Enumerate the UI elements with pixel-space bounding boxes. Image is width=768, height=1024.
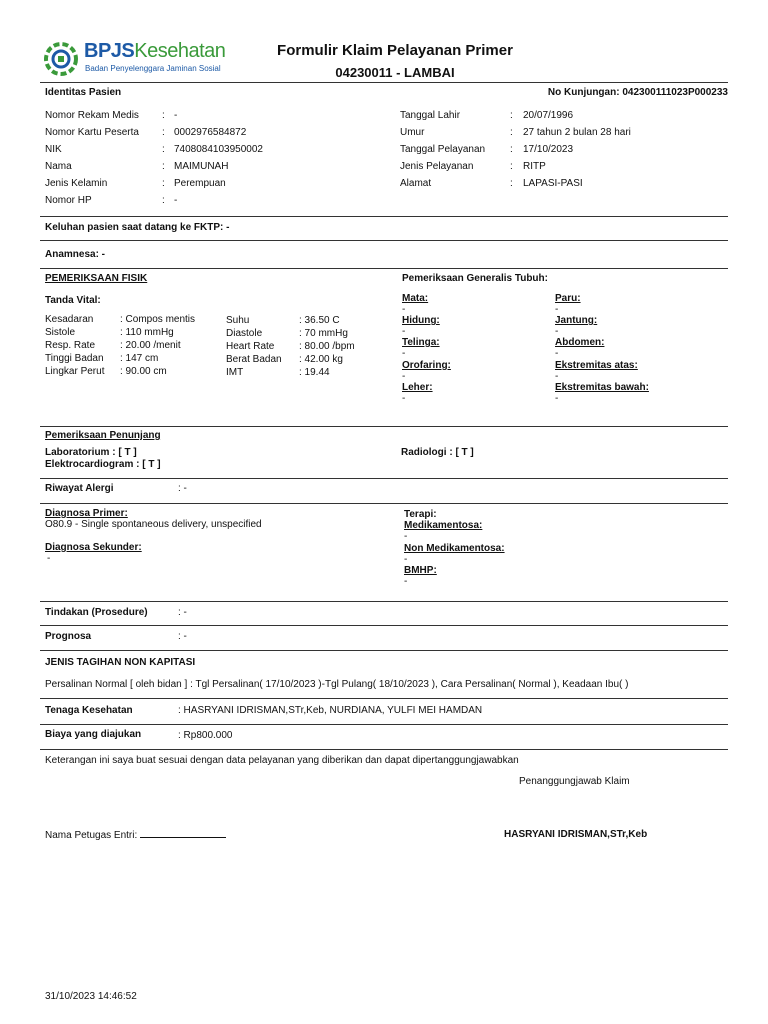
identitas-heading: Identitas Pasien: [45, 87, 122, 98]
anamnesa: Anamnesa: -: [45, 249, 106, 260]
generalis-label: Hidung:: [402, 315, 440, 326]
field-value: RITP: [523, 161, 546, 172]
penunjang-heading: Pemeriksaan Penunjang: [45, 430, 161, 441]
bpjs-logo-icon: [44, 42, 78, 76]
generalis-value: -: [555, 348, 559, 359]
biaya-label: Biaya yang diajukan: [45, 729, 142, 740]
field-value: 27 tahun 2 bulan 28 hari: [523, 127, 631, 138]
field-label: Jenis Pelayanan: [400, 161, 474, 172]
page-subtitle: 04230011 - LAMBAI: [335, 65, 455, 80]
divider: [40, 268, 728, 269]
divider: [40, 216, 728, 217]
alergi-label: Riwayat Alergi: [45, 483, 114, 494]
no-kunjungan: No Kunjungan: 042300111023P000233: [547, 87, 728, 98]
vital-value: : 70 mmHg: [299, 328, 348, 339]
generalis-value: -: [555, 393, 559, 404]
field-label: Nama: [45, 161, 72, 172]
vital-value: : 36.50 C: [299, 315, 340, 326]
biaya-value: : Rp800.000: [178, 730, 233, 741]
vital-value: : 19.44: [299, 367, 330, 378]
medikamentosa-label: Medikamentosa:: [404, 520, 483, 531]
vital-label: Tinggi Badan: [45, 353, 104, 364]
generalis-label: Ekstremitas bawah:: [555, 382, 649, 393]
divider: [40, 698, 728, 699]
field-sep: :: [162, 178, 165, 189]
vital-value: : 80.00 /bpm: [299, 341, 355, 352]
field-sep: :: [510, 144, 513, 155]
generalis-label: Jantung:: [555, 315, 598, 326]
generalis-value: -: [402, 393, 406, 404]
vital-value: : Compos mentis: [120, 314, 196, 325]
divider: [40, 503, 728, 504]
non-medikamentosa-value: -: [404, 554, 408, 565]
generalis-label: Abdomen:: [555, 337, 605, 348]
tagihan-detail: Persalinan Normal [ oleh bidan ] : Tgl Persalinan( 17/10/2023 )-Tgl Pulang( 18/10/2023 ), Cara Persalinan( Normal ), Keadaan Ibu( ): [45, 679, 629, 690]
generalis-label: Leher:: [402, 382, 433, 393]
prognosa-label: Prognosa: [45, 631, 92, 642]
diagnosa-sekunder-label: Diagnosa Sekunder:: [45, 542, 142, 553]
divider: [40, 650, 728, 651]
generalis-value: -: [555, 326, 559, 337]
divider: [40, 625, 728, 626]
field-sep: :: [510, 161, 513, 172]
generalis-value: -: [402, 371, 406, 382]
field-sep: :: [162, 161, 165, 172]
field-sep: :: [162, 110, 165, 121]
tenaga-value: : HASRYANI IDRISMAN,STr,Keb, NURDIANA, YULFI MEI HAMDAN: [178, 705, 483, 716]
field-sep: :: [510, 110, 513, 121]
divider: [40, 426, 728, 427]
logo-subtitle: Badan Penyelenggara Jaminan Sosial: [85, 64, 221, 73]
vital-label: Sistole: [45, 327, 76, 338]
generalis-value: -: [402, 348, 406, 359]
vital-value: : 147 cm: [120, 353, 159, 364]
vital-label: Kesadaran: [45, 314, 94, 325]
vital-label: Diastole: [226, 328, 263, 339]
generalis-value: -: [555, 371, 559, 382]
field-sep: :: [510, 127, 513, 138]
keterangan: Keterangan ini saya buat sesuai dengan data pelayanan yang diberikan dan dapat dipertanggungjawabkan: [45, 755, 519, 766]
vital-label: Berat Badan: [226, 354, 282, 365]
alergi-value: : -: [178, 483, 187, 494]
field-value: 20/07/1996: [523, 110, 574, 121]
vital-label: Resp. Rate: [45, 340, 96, 351]
non-medikamentosa-label: Non Medikamentosa:: [404, 543, 505, 554]
divider: [40, 601, 728, 602]
vital-label: Lingkar Perut: [45, 366, 105, 377]
field-sep: :: [162, 195, 165, 206]
generalis-value: -: [402, 326, 406, 337]
field-label: Tanggal Lahir: [400, 110, 461, 121]
laboratorium: Laboratorium : [ T ]: [45, 447, 137, 458]
generalis-heading: Pemeriksaan Generalis Tubuh:: [402, 273, 548, 284]
field-value: LAPASI-PASI: [523, 178, 583, 189]
field-value: 7408084103950002: [174, 144, 263, 155]
tindakan-label: Tindakan (Prosedure): [45, 607, 148, 618]
medikamentosa-value: -: [404, 531, 408, 542]
tenaga-label: Tenaga Kesehatan: [45, 705, 133, 716]
field-label: Tanggal Pelayanan: [400, 144, 486, 155]
terapi-heading: Terapi:: [404, 509, 437, 520]
field-label: Nomor HP: [45, 195, 92, 206]
field-label: Nomor Kartu Peserta: [45, 127, 139, 138]
elektrocardiogram: Elektrocardiogram : [ T ]: [45, 459, 161, 470]
divider: [40, 240, 728, 241]
bmhp-label: BMHP:: [404, 565, 437, 576]
diagnosa-sekunder-value: -: [47, 553, 51, 564]
field-value: 17/10/2023: [523, 144, 574, 155]
generalis-label: Telinga:: [402, 337, 440, 348]
vital-value: : 20.00 /menit: [120, 340, 181, 351]
signature-line: [140, 829, 226, 838]
divider: [40, 749, 728, 750]
field-value: 0002976584872: [174, 127, 247, 138]
vital-label: IMT: [226, 367, 244, 378]
generalis-label: Mata:: [402, 293, 429, 304]
vital-label: Heart Rate: [226, 341, 275, 352]
tanda-vital-heading: Tanda Vital:: [45, 295, 101, 306]
tindakan-value: : -: [178, 607, 187, 618]
field-value: Perempuan: [174, 178, 226, 189]
logo-wordmark: BPJSKesehatan: [84, 40, 226, 62]
vital-label: Suhu: [226, 315, 250, 326]
field-sep: :: [162, 144, 165, 155]
generalis-value: -: [555, 304, 559, 315]
tagihan-heading: JENIS TAGIHAN NON KAPITASI: [45, 657, 196, 668]
petugas-entri: [45, 829, 226, 841]
field-label: Umur: [400, 127, 425, 138]
petugas-label: Nama Petugas Entri:: [45, 830, 138, 841]
field-sep: :: [162, 127, 165, 138]
field-label: Jenis Kelamin: [45, 178, 108, 189]
diagnosa-primer-label: Diagnosa Primer:: [45, 508, 128, 519]
field-value: -: [174, 110, 178, 121]
print-timestamp: 31/10/2023 14:46:52: [45, 991, 137, 1002]
bmhp-value: -: [404, 576, 408, 587]
field-value: MAIMUNAH: [174, 161, 229, 172]
vital-value: : 42.00 kg: [299, 354, 343, 365]
vital-value: : 110 mmHg: [120, 327, 174, 338]
field-sep: :: [510, 178, 513, 189]
field-label: Nomor Rekam Medis: [45, 110, 139, 121]
penanggung-label: Penanggungjawab Klaim: [519, 776, 630, 787]
radiologi: Radiologi : [ T ]: [401, 447, 474, 458]
field-label: NIK: [45, 144, 62, 155]
generalis-label: Paru:: [555, 293, 581, 304]
generalis-label: Ekstremitas atas:: [555, 360, 638, 371]
prognosa-value: : -: [178, 631, 187, 642]
diagnosa-primer-value: O80.9 - Single spontaneous delivery, unspecified: [45, 519, 262, 530]
generalis-label: Orofaring:: [402, 360, 451, 371]
divider: [40, 82, 728, 83]
vital-value: : 90.00 cm: [120, 366, 167, 377]
fisik-heading: PEMERIKSAAN FISIK: [45, 273, 148, 284]
generalis-value: -: [402, 304, 406, 315]
keluhan: Keluhan pasien saat datang ke FKTP: -: [45, 222, 230, 233]
penanggung-name: HASRYANI IDRISMAN,STr,Keb: [504, 829, 648, 840]
field-value: -: [174, 195, 178, 206]
field-label: Alamat: [400, 178, 432, 189]
divider: [40, 724, 728, 725]
divider: [40, 478, 728, 479]
page-title: Formulir Klaim Pelayanan Primer: [277, 42, 513, 59]
